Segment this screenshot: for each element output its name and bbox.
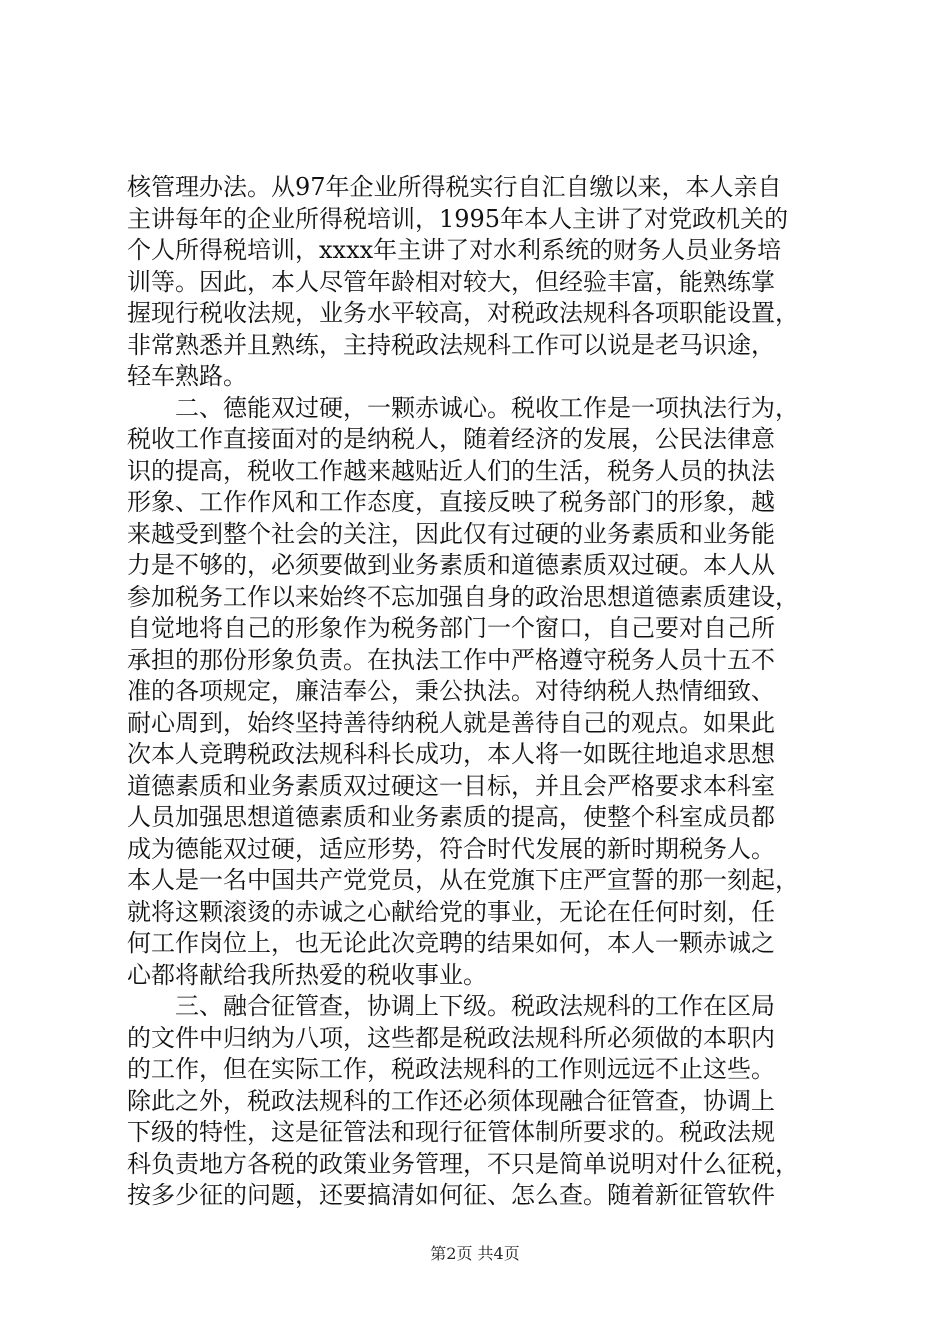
text-line: 力是不够的，必须要做到业务素质和道德素质双过硬。本人从 [127,551,775,579]
text-line: 准的各项规定，廉洁奉公，秉公执法。对待纳税人热情细致、 [127,677,775,705]
text-line: 心都将献给我所热爱的税收事业。 [127,960,487,989]
text-line: 识的提高，税收工作越来越贴近人们的生活，税务人员的执法 [127,456,775,485]
text-line: 下级的特性，这是征管法和现行征管体制所要求的。税政法规 [127,1118,775,1146]
text-line: 成为德能双过硬，适应形势，符合时代发展的新时期税务人。 [127,834,775,863]
text-line: 除此之外，税政法规科的工作还必须体现融合征管查，协调上 [127,1086,775,1115]
text-line: 三、融合征管查，协调上下级。税政法规科的工作在区局 [127,992,775,1020]
text-line: 科负责地方各税的政策业务管理，不只是简单说明对什么征税， [127,1149,799,1178]
text-line: 轻车熟路。 [127,362,247,390]
text-line: 参加税务工作以来始终不忘加强自身的政治思想道德素质建设， [127,582,799,611]
text-line: 个人所得税培训，xxxx年主讲了对水利系统的财务人员业务培 [127,236,782,264]
text-line: 道德素质和业务素质双过硬这一目标，并且会严格要求本科室 [127,771,775,800]
text-line: 耐心周到，始终坚持善待纳税人就是善待自己的观点。如果此 [127,708,775,737]
text-line: 承担的那份形象负责。在执法工作中严格遵守税务人员十五不 [127,645,775,674]
text-line: 就将这颗滚烫的赤诚之心献给党的事业，无论在任何时刻，任 [127,897,775,926]
text-line: 非常熟悉并且熟练，主持税政法规科工作可以说是老马识途， [127,330,775,359]
text-line: 税收工作直接面对的是纳税人，随着经济的发展，公民法律意 [127,425,775,453]
text-line: 本人是一名中国共产党党员，从在党旗下庄严宣誓的那一刻起， [127,866,799,894]
text-line: 主讲每年的企业所得税培训，1995年本人主讲了对党政机关的 [127,204,789,233]
text-line: 二、德能双过硬，一颗赤诚心。税收工作是一项执法行为， [127,393,799,422]
page-footer: 第2页 共4页 [430,1244,520,1263]
text-line: 自觉地将自己的形象作为税务部门一个窗口，自己要对自己所 [127,614,775,642]
text-line: 形象、工作作风和工作态度，直接反映了税务部门的形象，越 [127,488,775,516]
text-line: 次本人竞聘税政法规科科长成功，本人将一如既往地追求思想 [127,740,775,768]
body-text [127,172,837,1212]
text-line: 训等。因此，本人尽管年龄相对较大，但经验丰富，能熟练掌 [127,267,775,296]
text-line: 按多少征的问题，还要搞清如何征、怎么查。随着新征管软件 [127,1181,775,1209]
text-line: 握现行税收法规，业务水平较高，对税政法规科各项职能设置， [127,299,799,327]
text-line: 核管理办法。从97年企业所得税实行自汇自缴以来，本人亲自 [127,173,782,201]
text-line: 何工作岗位上，也无论此次竞聘的结果如何，本人一颗赤诚之 [127,929,775,957]
text-line: 来越受到整个社会的关注，因此仅有过硬的业务素质和业务能 [127,519,775,548]
text-line: 人员加强思想道德素质和业务素质的提高，使整个科室成员都 [127,803,775,831]
text-line: 的文件中归纳为八项，这些都是税政法规科所必须做的本职内 [127,1023,775,1052]
text-line: 的工作，但在实际工作，税政法规科的工作则远远不止这些。 [127,1055,775,1083]
